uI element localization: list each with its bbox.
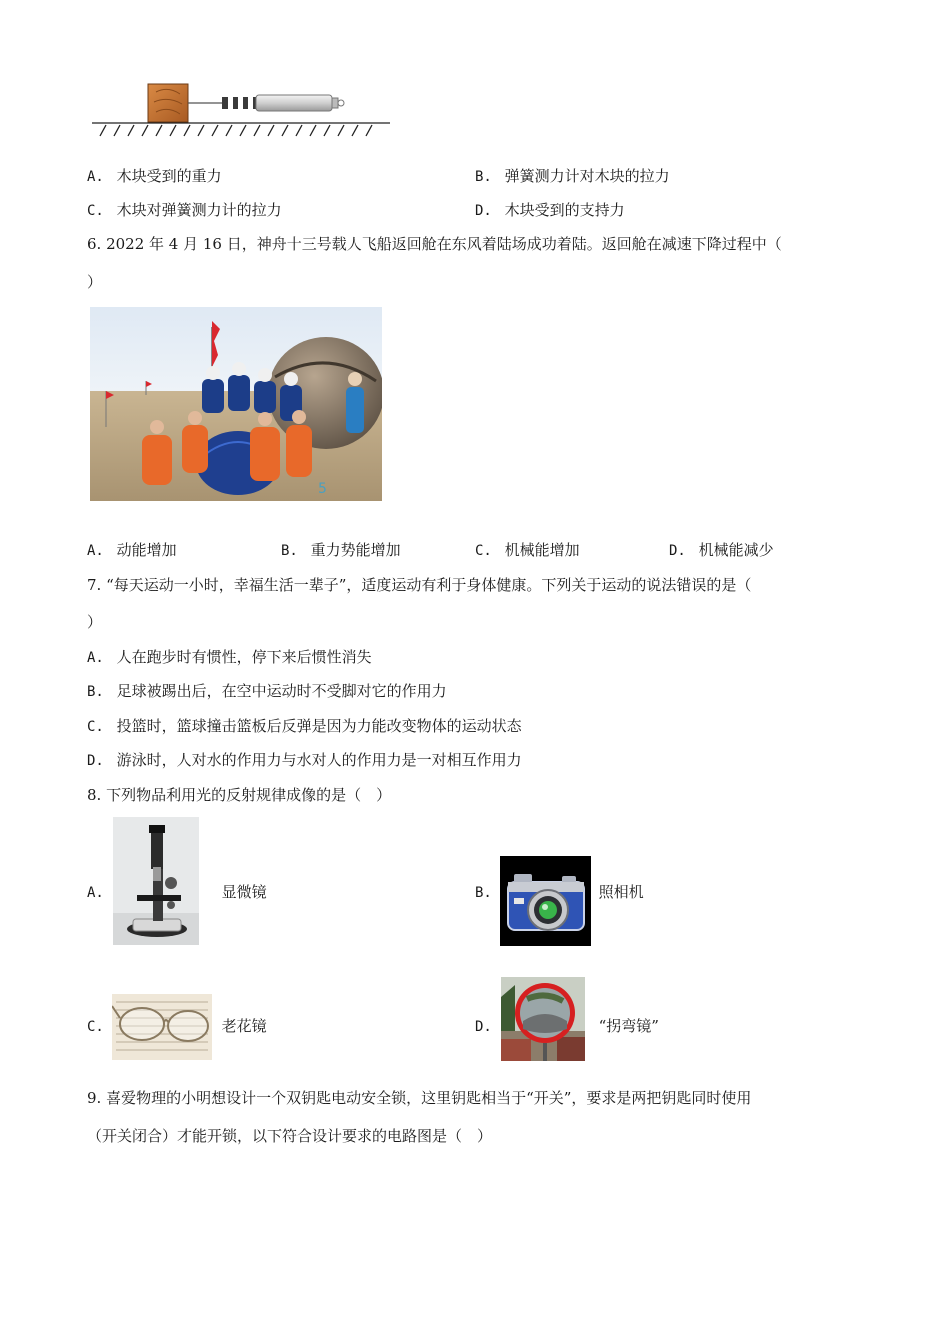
q7-stem-line2: ） <box>87 613 103 631</box>
option-text: 游泳时，人对水的作用力与水对人的作用力是一对相互作用力 <box>116 751 522 769</box>
svg-text:5: 5 <box>318 481 327 497</box>
q7-option-c[interactable] <box>87 716 522 737</box>
q6-stem-line1: 6. 2022 年 4 月 16 日，神舟十三号载人飞船返回舱在东风着陆场成功着陆。返回舱在减速下降过程中（ <box>87 235 782 253</box>
option-letter: C. <box>475 543 492 559</box>
option-text: 照相机 <box>598 883 644 901</box>
q7-stem-line1: 7. “每天运动一小时，幸福生活一辈子”，适度运动有利于身体健康。下列关于运动的说法错误的是（ <box>87 576 752 594</box>
option-text: 老花镜 <box>221 1017 267 1035</box>
q7-option-d[interactable] <box>87 750 522 771</box>
option-text: 木块对弹簧测力计的拉力 <box>116 201 282 219</box>
q5-option-d[interactable] <box>475 200 625 221</box>
option-letter: C. <box>87 719 104 735</box>
option-text: 人在跑步时有惯性，停下来后惯性消失 <box>116 648 372 666</box>
option-text: 足球被踢出后，在空中运动时不受脚对它的作用力 <box>116 682 447 700</box>
option-text: 显微镜 <box>221 883 267 901</box>
option-text: 机械能增加 <box>504 541 580 559</box>
ground-surface <box>92 123 390 136</box>
q6-option-a[interactable] <box>87 540 177 561</box>
block-spring-scale-figure <box>88 78 398 140</box>
q5-option-b[interactable] <box>475 166 670 187</box>
option-text: 机械能减少 <box>698 541 774 559</box>
option-text: 弹簧测力计对木块的拉力 <box>504 167 670 185</box>
q6-stem-line2: ） <box>87 273 103 291</box>
option-letter: D. <box>87 753 104 769</box>
option-letter: A. <box>87 543 104 559</box>
option-text: 重力势能增加 <box>310 541 401 559</box>
option-letter: C. <box>87 203 104 219</box>
q8-option-c[interactable] <box>87 1016 267 1037</box>
q6-option-d[interactable] <box>669 540 774 561</box>
q8-option-d[interactable] <box>475 1016 659 1037</box>
option-text: 木块受到的重力 <box>116 167 222 185</box>
microscope-image <box>113 817 199 945</box>
option-letter: D. <box>475 1019 492 1035</box>
q8-option-a[interactable] <box>87 882 267 903</box>
q8-option-b[interactable] <box>475 882 644 903</box>
q5-option-a[interactable] <box>87 166 222 187</box>
return-capsule-landing-photo <box>90 307 382 501</box>
option-text: 动能增加 <box>116 541 177 559</box>
option-text: “拐弯镜” <box>598 1017 659 1035</box>
option-letter: D. <box>669 543 686 559</box>
option-letter: A. <box>87 650 104 666</box>
option-letter: B. <box>475 885 492 901</box>
q7-option-a[interactable] <box>87 647 372 668</box>
q7-option-b[interactable] <box>87 681 447 702</box>
option-letter: A. <box>87 885 104 901</box>
option-letter: B. <box>475 169 492 185</box>
spring-scale <box>222 95 344 111</box>
option-text: 投篮时，篮球撞击篮板后反弹是因为力能改变物体的运动状态 <box>116 717 522 735</box>
q6-option-b[interactable] <box>281 540 401 561</box>
option-letter: A. <box>87 169 104 185</box>
q5-option-c[interactable] <box>87 200 282 221</box>
option-letter: B. <box>87 684 104 700</box>
option-letter: C. <box>87 1019 104 1035</box>
q8-stem: 8. 下列物品利用光的反射规律成像的是（ ） <box>87 786 392 804</box>
q9-stem-line2: （开关闭合）才能开锁，以下符合设计要求的电路图是（ ） <box>87 1127 493 1145</box>
option-letter: D. <box>475 203 492 219</box>
option-text: 木块受到的支持力 <box>504 201 625 219</box>
wooden-block <box>148 84 188 122</box>
option-letter: B. <box>281 543 298 559</box>
q6-option-c[interactable] <box>475 540 580 561</box>
q9-stem-line1: 9. 喜爱物理的小明想设计一个双钥匙电动安全锁，这里钥匙相当于“开关”，要求是两把钥匙同时使用 <box>87 1089 752 1107</box>
